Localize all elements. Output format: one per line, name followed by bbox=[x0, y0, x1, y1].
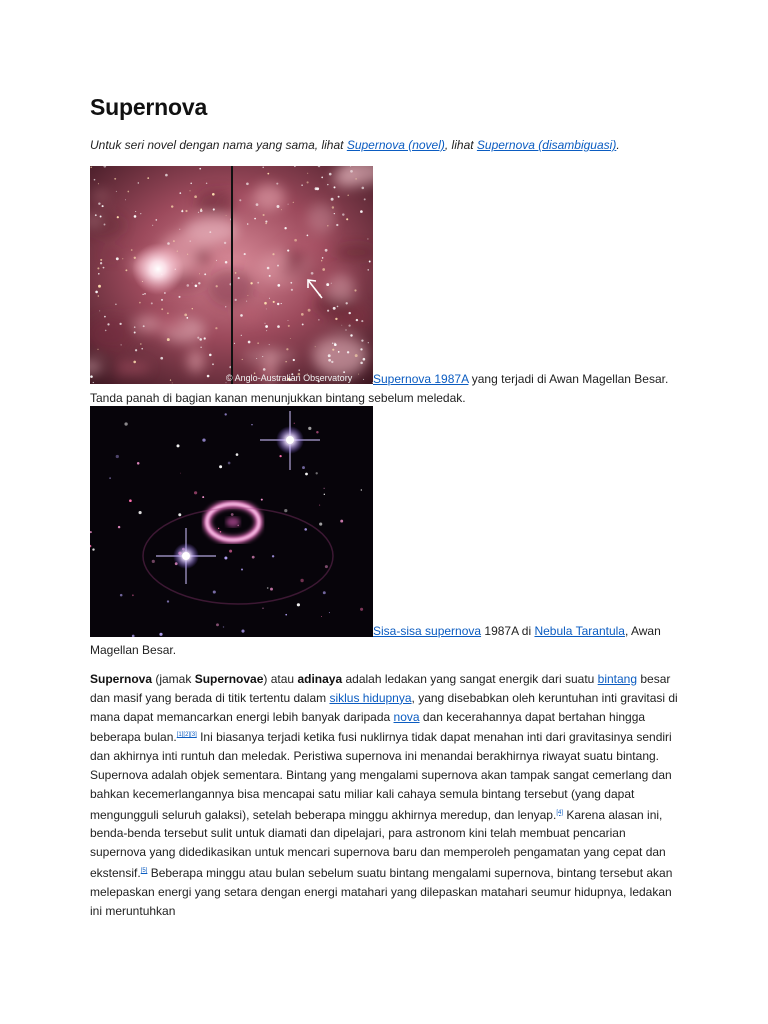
figure2-caption-mid: 1987A di bbox=[481, 624, 535, 638]
supernova-1987a-photo[interactable] bbox=[90, 166, 373, 384]
article-body-paragraph bbox=[90, 670, 682, 920]
link-siklus-hidupnya[interactable]: siklus hidupnya bbox=[329, 690, 412, 705]
body-text: ) atau bbox=[263, 672, 298, 686]
page-title: Supernova bbox=[90, 94, 208, 120]
link-bintang[interactable]: bintang bbox=[597, 672, 638, 686]
term-supernovae: Supernovae bbox=[194, 672, 264, 686]
body-text: , yang disebabkan oleh keruntuhan inti gravitasi di mana dapat memancarkan energi lebih banyak daripada bbox=[90, 690, 678, 724]
link-supernova-1987a[interactable]: Supernova 1987A bbox=[373, 372, 469, 386]
hatnote-mid: , lihat bbox=[444, 138, 477, 152]
body-text: dan kecerahannya dapat bertahan hingga beberapa bulan. bbox=[90, 709, 646, 745]
link-nebula-tarantula[interactable]: Nebula Tarantula bbox=[534, 624, 625, 638]
photo-watermark: © Anglo-Australian Observatory bbox=[226, 373, 353, 383]
figure2-caption bbox=[90, 622, 680, 660]
reference-5[interactable]: [5] bbox=[140, 867, 148, 874]
body-text: besar dan masif yang berada di titik tertentu dalam bbox=[90, 672, 671, 705]
figure1-caption-text: yang terjadi di Awan Magellan Besar. Tanda panah di bagian kanan menunjukkan bintang sebelum meledak. bbox=[90, 372, 669, 405]
hatnote-prefix: Untuk seri novel dengan nama yang sama, lihat bbox=[90, 138, 347, 152]
link-supernova-disambiguation[interactable]: Supernova (disambiguasi) bbox=[476, 138, 617, 152]
term-adinaya: adinaya bbox=[297, 672, 343, 686]
body-text: adalah ledakan yang sangat energik dari suatu bbox=[342, 672, 598, 686]
link-supernova-novel[interactable]: Supernova (novel) bbox=[346, 138, 445, 152]
hatnote-suffix: . bbox=[616, 138, 620, 152]
term-supernova: Supernova bbox=[90, 672, 153, 686]
body-text: Ini biasanya terjadi ketika fusi nuklirnya tidak dapat menahan inti dari gravitasinya sendiri dan akhirnya inti runtuh dan meledak. Peristiwa supernova ini menandai berakhirnya riwayat suatu bintang. Supernova adalah objek sementara. Bintang yang mengalami supernova akan tampak sangat cemerlang dan bahkan kecemerlangannya bisa mencapai satu miliar kali cahaya semula bintang tersebut (yang dapat mengungguli seluruh galaksi), setelah beberapa minggu akhirnya meredup, dan lenyap. bbox=[90, 730, 672, 822]
body-text: (jamak bbox=[152, 672, 195, 686]
figure1-caption bbox=[90, 370, 680, 408]
link-sisa-sisa-supernova[interactable]: Sisa-sisa supernova bbox=[373, 624, 482, 638]
reference-1-2-3[interactable]: [1][2][3] bbox=[176, 732, 197, 739]
body-text: Karena alasan ini, benda-benda tersebut sulit untuk diamati dan dipelajari, para astronom kini telah membuat pencarian supernova yang didedikasikan untuk mencari supernova baru dan memperoleh pengamatan yang cepat dan ekstensif. bbox=[90, 807, 666, 880]
body-text: Beberapa minggu atau bulan sebelum suatu bintang mengalami supernova, bintang tersebut akan melepaskan energi yang setara dengan energi matahari yang dilepaskan matahari seumur hidupnya, ledakan ini meruntuhkan bbox=[90, 865, 673, 918]
figure2-caption-text: , Awan Magellan Besar. bbox=[90, 624, 661, 657]
supernova-remnant-photo[interactable] bbox=[90, 406, 373, 637]
hatnote bbox=[90, 138, 690, 152]
reference-4[interactable]: [4] bbox=[556, 809, 563, 816]
link-nova[interactable]: nova bbox=[393, 709, 420, 724]
